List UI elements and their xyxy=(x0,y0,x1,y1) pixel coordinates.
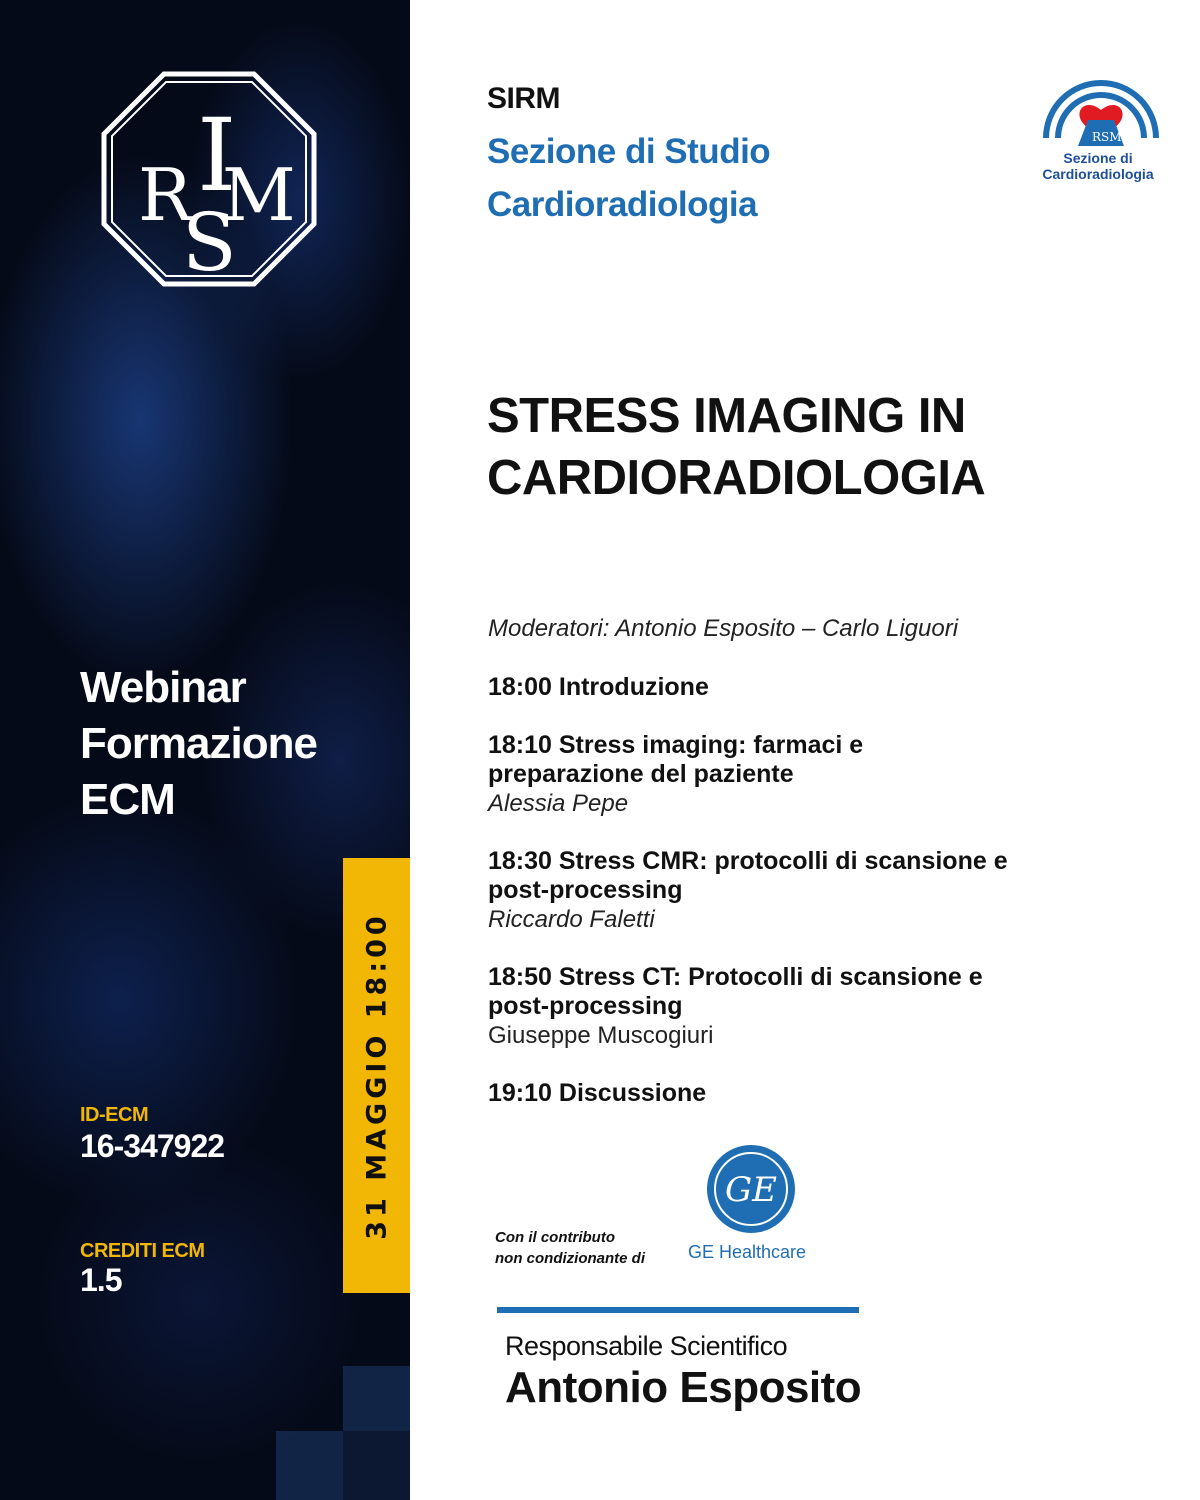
logo-letter-m: M xyxy=(222,153,296,237)
program-item-1: 18:00 Introduzione xyxy=(488,673,709,701)
section-logo-mark: RSM xyxy=(1092,130,1122,144)
sponsor-contribution-line-1: Con il contributo xyxy=(495,1229,615,1246)
event-date: 31 MAGGIO 18:00 xyxy=(361,911,392,1240)
webinar-line-3: ECM xyxy=(80,775,175,824)
decorative-square xyxy=(343,1366,410,1431)
program-item-3-line-1: 18:30 Stress CMR: protocolli di scansione e xyxy=(488,847,1008,875)
decorative-square xyxy=(343,1431,410,1500)
moderators: Moderatori: Antonio Esposito – Carlo Liguori xyxy=(488,615,959,642)
section-logo-caption-line-2: Cardioradiologia xyxy=(1042,166,1154,182)
section-title-line-1: Sezione di Studio xyxy=(487,132,771,171)
section-title-line-2: Cardioradiologia xyxy=(487,185,758,224)
responsible-name: Antonio Esposito xyxy=(505,1363,862,1412)
program-item-2-line-1: 18:10 Stress imaging: farmaci e xyxy=(488,731,864,759)
logo-letter-r: R xyxy=(138,153,193,237)
logo-letter-s: S xyxy=(182,196,237,288)
section-logo-caption-line-1: Sezione di xyxy=(1063,150,1133,166)
sponsor-contribution-line-2: non condizionante di xyxy=(495,1250,645,1267)
left-panel xyxy=(0,0,410,1500)
webinar-line-1: Webinar xyxy=(80,663,246,712)
date-band xyxy=(343,858,410,1293)
decorative-square xyxy=(276,1431,343,1500)
sponsor-name: GE Healthcare xyxy=(688,1242,807,1262)
logo-letter-i: I xyxy=(197,97,237,214)
rsm-logo xyxy=(100,70,318,288)
responsible-label: Responsabile Scientifico xyxy=(505,1331,788,1361)
program-item-2-speaker: Alessia Pepe xyxy=(488,790,629,817)
event-title-line-1: STRESS IMAGING IN xyxy=(487,389,966,443)
program-item-3-speaker: Riccardo Faletti xyxy=(488,906,655,933)
program-item-4-speaker: Giuseppe Muscogiuri xyxy=(488,1022,714,1049)
ecm-credits-value: 1.5 xyxy=(80,1262,122,1298)
org-name: SIRM xyxy=(487,82,560,115)
event-title-line-2: CARDIORADIOLOGIA xyxy=(487,451,986,505)
program-item-3-line-2: post-processing xyxy=(488,876,683,904)
ge-logo-icon xyxy=(705,1143,797,1235)
program-item-4-line-2: post-processing xyxy=(488,992,683,1020)
divider xyxy=(497,1307,859,1313)
ecm-credits-label: CREDITI ECM xyxy=(80,1240,205,1262)
program-item-2-line-2: preparazione del paziente xyxy=(488,760,794,788)
webinar-line-2: Formazione xyxy=(80,719,317,768)
sponsor-contribution-note xyxy=(495,1227,645,1269)
ge-logo-mark: GE xyxy=(725,1170,777,1210)
ecm-id-label: ID-ECM xyxy=(80,1104,149,1126)
program-item-5: 19:10 Discussione xyxy=(488,1079,707,1107)
ecm-id-value: 16-347922 xyxy=(80,1128,225,1164)
section-logo-caption xyxy=(1010,150,1186,182)
program-item-4-line-1: 18:50 Stress CT: Protocolli di scansione e xyxy=(488,963,983,991)
